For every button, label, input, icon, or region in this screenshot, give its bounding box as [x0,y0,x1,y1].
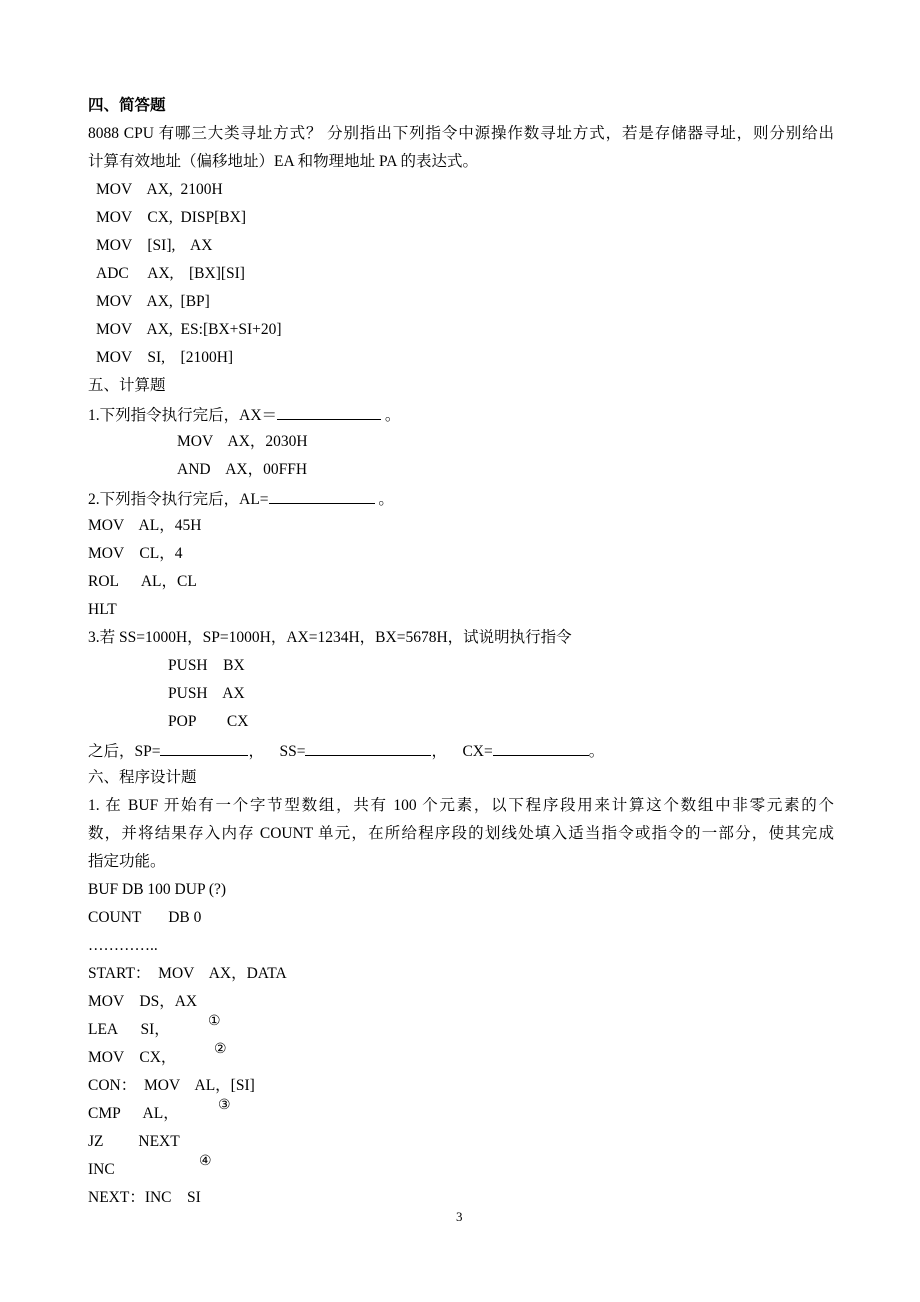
code-line: PUSH BX [168,657,245,674]
code-line: MOV AX，2030H [177,433,308,450]
program-line: COUNT DB 0 [88,909,202,926]
calc-question-2 [88,488,394,510]
program-line: LEA SI， [88,1021,170,1038]
program-line: NEXT：INC SI [88,1189,201,1206]
q3-end: 。 [588,743,605,760]
program-line: ………….. [88,937,158,954]
program-line: START： MOV AX，DATA [88,965,287,982]
answer-blank-ax[interactable] [277,404,381,420]
q1-text: 1.下列指令执行完后，AX＝ [88,407,278,424]
cx-label: ， CX= [431,743,493,760]
q2-end: 。 [374,491,394,508]
program-question-line3: 指定功能。 [88,853,166,870]
instruction-line: MOV SI, [2100H] [96,349,234,366]
calc-question-3: 3.若 SS=1000H，SP=1000H，AX=1234H，BX=5678H，试说明执行指令 [88,629,572,646]
section4-question-line1: 8088 CPU 有哪三大类寻址方式？ 分别指出下列指令中源操作数寻址方式，若是存储器寻址，则分别给出 [88,125,834,142]
program-line: MOV CX， [88,1049,177,1066]
blank-mark-4: ④ [199,1154,212,1169]
instruction-line: MOV [SI], AX [96,237,213,254]
q2-text: 2.下列指令执行完后，AL= [88,491,269,508]
program-line: JZ NEXT [88,1133,180,1150]
blank-mark-1: ① [208,1014,221,1029]
answer-blank-cx[interactable] [493,740,589,756]
sp-label: 之后，SP= [88,743,161,760]
instruction-line: ADC AX, [BX][SI] [96,265,245,282]
instruction-line: MOV AX, ES:[BX+SI+20] [96,321,282,338]
instruction-line: MOV AX, [BP] [96,293,210,310]
program-question-line2: 数，并将结果存入内存 COUNT 单元，在所给程序段的划线处填入适当指令或指令的一部分，使其完成 [88,825,834,842]
answer-blank-al[interactable] [269,488,375,504]
code-line: HLT [88,601,117,618]
blank-mark-3: ③ [218,1098,231,1113]
code-line: ROL AL，CL [88,573,197,590]
code-line: MOV AL，45H [88,517,202,534]
program-line: INC [88,1161,115,1178]
section6-title: 六、程序设计题 [88,769,197,786]
code-line: MOV CL，4 [88,545,183,562]
code-line: AND AX，00FFH [177,461,308,478]
program-question-line1: 1. 在 BUF 开始有一个字节型数组，共有 100 个元素，以下程序段用来计算这个数组中非零元素的个 [88,797,834,814]
calc-question-3-answer [88,740,604,762]
answer-blank-sp[interactable] [160,740,248,756]
code-line: PUSH AX [168,685,245,702]
q1-end: 。 [381,407,401,424]
instruction-line: MOV CX, DISP[BX] [96,209,246,226]
section4-title: 四、简答题 [88,97,166,114]
page-number: 3 [456,1209,463,1224]
calc-question-1 [88,404,400,426]
program-line: CMP AL， [88,1105,179,1122]
program-line: MOV DS，AX [88,993,198,1010]
instruction-line: MOV AX, 2100H [96,181,223,198]
program-line: BUF DB 100 DUP (?) [88,881,227,898]
answer-blank-ss[interactable] [305,740,431,756]
ss-label: ， SS= [248,743,306,760]
blank-mark-2: ② [214,1042,227,1057]
section4-question-line2: 计算有效地址（偏移地址）EA 和物理地址 PA 的表达式。 [88,153,478,170]
code-line: POP CX [168,713,249,730]
program-line: CON： MOV AL，[SI] [88,1077,255,1094]
section5-title: 五、计算题 [88,377,166,394]
